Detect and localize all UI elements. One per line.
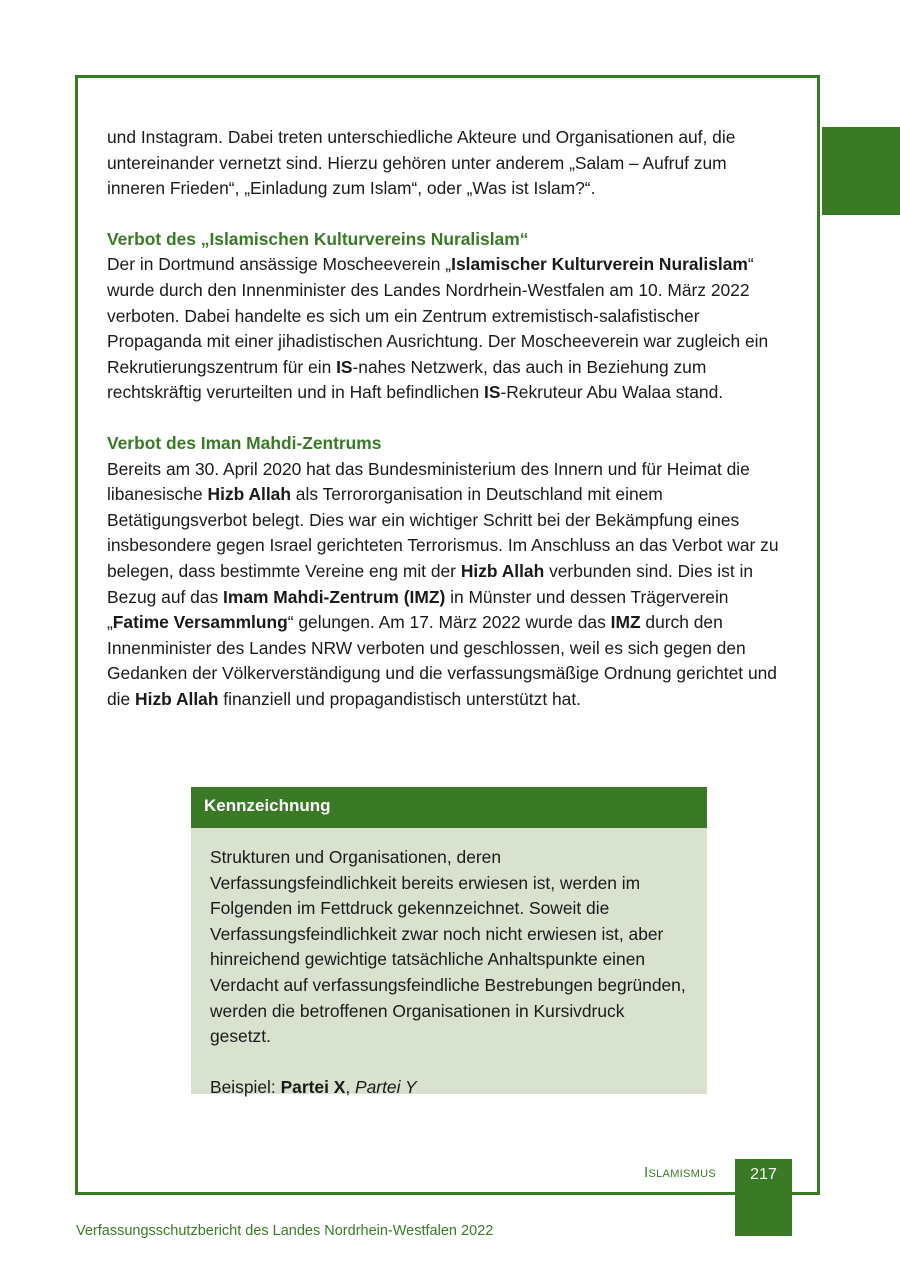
box-body [191, 828, 707, 1101]
example-bold: Partei X [280, 1077, 346, 1098]
footer-section-label: Islamismus [644, 1164, 716, 1181]
section-paragraph-nuralislam: Der in Dortmund ansässige Moscheeverein „Islamischer Kulturverein Nuralislam“ wurde durch den Innenminister des Landes Nordrhein-Westfalen am 10. März 2022 verboten. Dabei handelte es sich um ein Zentrum extremistisch-salafistischer Propaganda mit einer jihadistischen Ausrichtung. Der Moscheeverein war zugleich ein Rekrutierungszentrum für ein IS-nahes Netzwerk, das auch in Beziehung zum rechtskräftig verurteilten und in Haft befindlichen IS-Rekruteur Abu Walaa stand. [107, 254, 769, 403]
section-heading-imam-mahdi: Verbot des Iman Mahdi-Zentrums [107, 432, 382, 453]
bold-org-name: Hizb Allah [460, 560, 545, 581]
page-number: 217 [750, 1166, 777, 1183]
bold-org-name: IS [484, 382, 501, 403]
section-heading-nuralislam: Verbot des „Islamischen Kulturvereins Nuralislam“ [107, 228, 529, 249]
page-number-box [735, 1159, 792, 1236]
footer-publication-title: Verfassungsschutzbericht des Landes Nordrhein-Westfalen 2022 [76, 1223, 494, 1239]
bold-org-name: Islamischer Kulturverein Nuralislam [451, 254, 748, 275]
bold-org-name: IMZ [610, 612, 641, 633]
box-text: Strukturen und Organisationen, deren Verfassungsfeindlichkeit bereits erwiesen ist, werden im Folgenden im Fettdruck gekennzeichnet. Soweit die Verfassungsfeindlichkeit zwar noch nicht erwiesen ist, aber hinreichend gewichtige tatsächliche Anhaltspunkte einen Verdacht auf verfassungsfeindliche Bestrebungen begründen, werden die betroffenen Organisationen in Kursivdruck gesetzt. [210, 847, 686, 1047]
bold-org-name: IS [336, 356, 353, 377]
bold-org-name: Hizb Allah [207, 484, 291, 505]
bold-org-name: Imam Mahdi-Zentrum (IMZ) [223, 586, 446, 607]
box-example: Beispiel: Partei X, Partei Y [210, 1077, 417, 1098]
kennzeichnung-box [191, 787, 707, 1098]
main-content [107, 125, 787, 712]
chapter-tab-marker [822, 127, 900, 215]
bold-org-name: Hizb Allah [135, 688, 219, 709]
box-title: Kennzeichnung [191, 787, 707, 828]
section-paragraph-imam-mahdi: Bereits am 30. April 2020 hat das Bundesministerium des Innern und für Heimat die libanesische Hizb Allah als Terrororganisation in Deutschland mit einem Betätigungsverbot belegt. Dies war ein wichtiger Schritt bei der Bekämpfung eines insbesondere gegen Israel gerichteten Terrorismus. Im Anschluss an das Verbot war zu belegen, dass bestimmte Vereine eng mit der Hizb Allah verbunden sind. Dies ist in Bezug auf das Imam Mahdi-Zentrum (IMZ) in Münster und dessen Trägerverein „Fatime Versammlung“ gelungen. Am 17. März 2022 wurde das IMZ durch den Innenminister des Landes NRW verboten und geschlossen, weil es sich gegen den Gedanken der Völkerverständigung und die verfassungsmäßige Ordnung gerichtet und die Hizb Allah finanziell und propagandistisch unterstützt hat. [107, 458, 779, 709]
example-italic: Partei Y [355, 1077, 417, 1098]
bold-org-name: Fatime Versammlung [112, 612, 288, 633]
intro-paragraph: und Instagram. Dabei treten unterschiedliche Akteure und Organisationen auf, die untereinander vernetzt sind. Hierzu gehören unter anderem „Salam – Aufruf zum inneren Frieden“, „Einladung zum Islam“, oder „Was ist Islam?“. [107, 127, 736, 199]
